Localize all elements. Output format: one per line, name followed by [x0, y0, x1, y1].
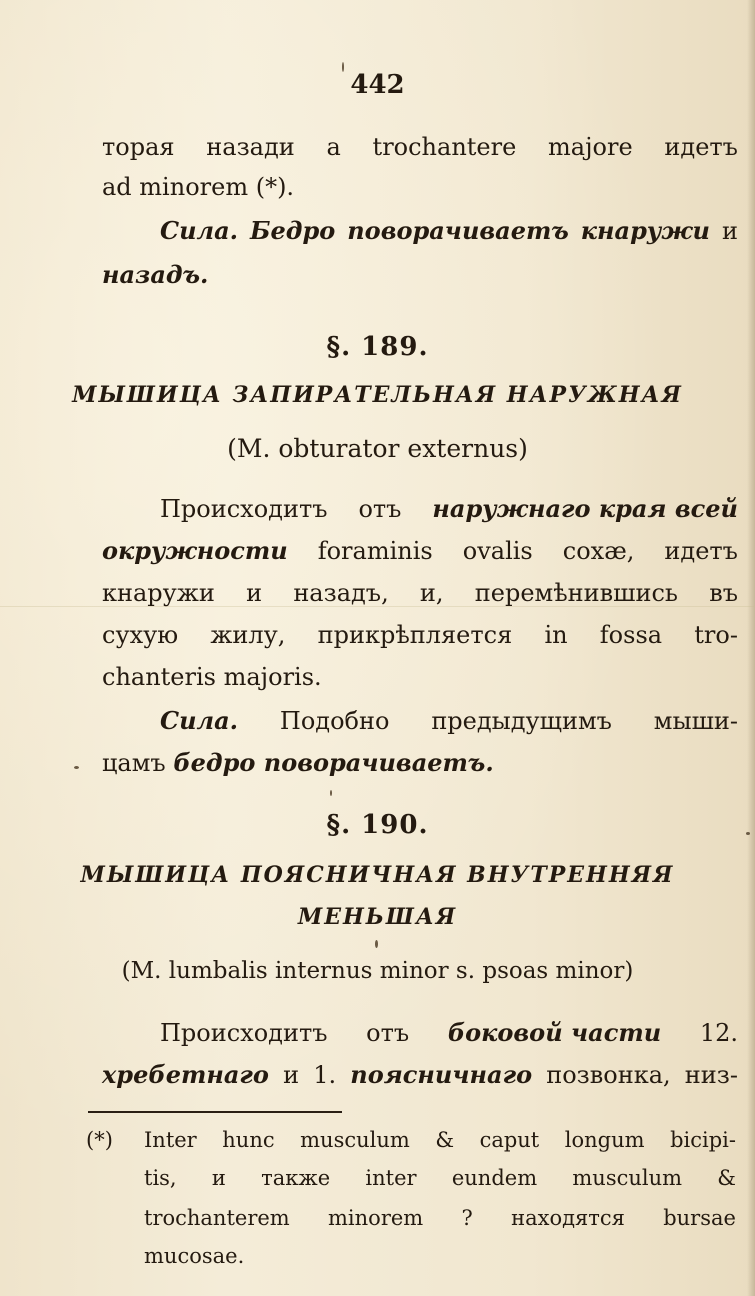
text-line: chanteris majoris. [102, 663, 322, 691]
text-line: назадъ. [102, 260, 209, 289]
text-line: хребетнаго и 1. поясничнаго позвонка, низ- [102, 1060, 738, 1089]
latin-name: (M. lumbalis internus minor s. psoas minor) [121, 958, 634, 984]
ink-speck [74, 766, 79, 769]
text-line: торая назади a trochantere majore идетъ [102, 133, 738, 161]
footnote-rule [88, 1111, 342, 1113]
text-line: ad minorem (*). [102, 173, 295, 201]
footnote-line: mucosae. [144, 1244, 245, 1268]
footnote-line: tis, и также inter eundem musculum & [144, 1166, 736, 1190]
footnote-marker: (*) [86, 1128, 113, 1152]
page-edge-shadow [747, 0, 755, 1296]
force-line: Сила. Подобно предыдущимъ мыши- [160, 706, 738, 735]
section-heading: МЫШИЦА ПОЯСНИЧНАЯ ВНУТРЕННЯЯ [80, 862, 675, 888]
section-heading-cont: МЕНЬШАЯ [297, 904, 458, 930]
footnote-line: Inter hunc musculum & caput longum bicipi- [144, 1128, 736, 1152]
ink-speck [330, 790, 332, 796]
latin-name: (M. obturator externus) [227, 434, 528, 463]
section-number: §. 190. [326, 810, 429, 840]
text-line: Происходитъ отъ наружнаго края всей [160, 494, 738, 523]
text-line: сухую жилу, прикрѣпляется in fossa tro- [102, 621, 738, 649]
ink-speck [375, 940, 378, 948]
force-line: Сила. Бедро поворачиваетъ кнаружи и [160, 216, 738, 245]
text-line: Происходитъ отъ боковой части 12. [160, 1018, 738, 1047]
text-line: цамъ бедро поворачиваетъ. [102, 748, 494, 777]
text-line: окружности foraminis ovalis coxæ, идетъ [102, 536, 738, 565]
page-number: 442 [350, 70, 405, 100]
text-line: кнаружи и назадъ, и, перемѣнившись въ [102, 579, 738, 607]
section-heading: МЫШИЦА ЗАПИРАТЕЛЬНАЯ НАРУЖНАЯ [72, 382, 683, 408]
footnote-line: trochanterem minorem ? находятся bursae [144, 1206, 736, 1230]
section-number: §. 189. [326, 332, 429, 362]
